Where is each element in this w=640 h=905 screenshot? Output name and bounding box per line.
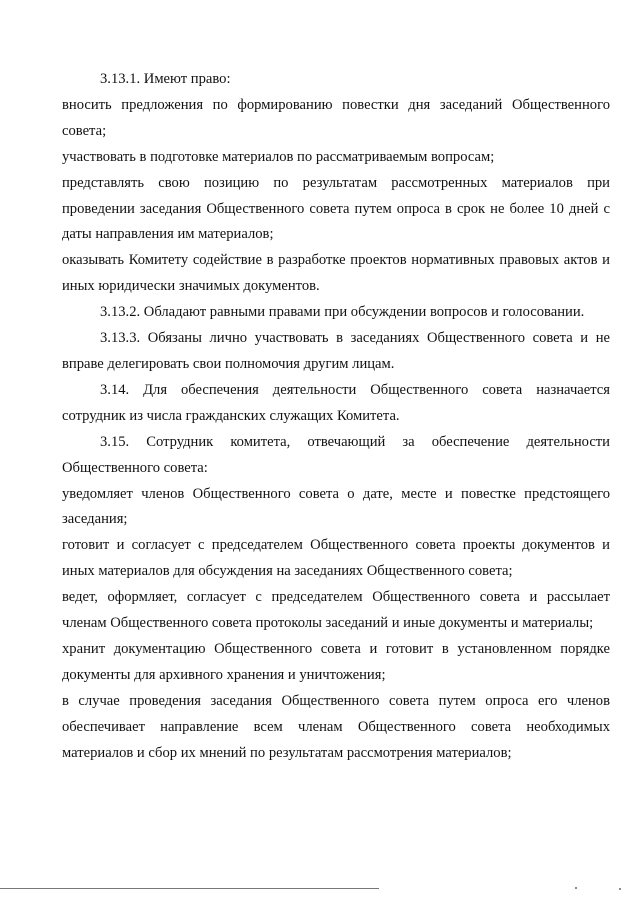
list-item-assist-committee: оказывать Комитету содействие в разработке проектов нормативных правовых актов и иных юридически значимых документов. bbox=[62, 252, 610, 295]
list-item-prepare-documents: готовит и согласует с председателем Общественного совета проекты документов и иных материалов для обсуждения на заседаниях Общественного совета; bbox=[62, 537, 610, 580]
paragraph-3-13-3: 3.13.3. Обязаны лично участвовать в заседаниях Общественного совета и не вправе делегировать свои полномочия другим лицам. bbox=[62, 330, 610, 372]
paragraph-3-13-1: 3.13.1. Имеют право: bbox=[100, 71, 231, 87]
list-item-survey-members: в случае проведения заседания Общественного совета путем опроса его членов обеспечивает направление всем членам Общественного совета необходимых материалов и сбор их мнений по результатам рассмотрения материалов; bbox=[62, 692, 610, 761]
document-body bbox=[62, 67, 610, 766]
list-item-present-position: представлять свою позицию по результатам рассмотренных материалов при проведении заседания Общественного совета путем опроса в срок не более 10 дней с даты направления им материалов; bbox=[62, 174, 610, 243]
paragraph-3-15: 3.15. Сотрудник комитета, отвечающий за обеспечение деятельности Общественного совета: bbox=[62, 433, 610, 476]
list-item-propose-agenda: вносить предложения по формированию повестки дня заседаний Общественного совета; bbox=[62, 96, 610, 139]
scan-speck bbox=[619, 888, 621, 890]
scan-speck bbox=[575, 887, 577, 889]
list-item-keep-minutes: ведет, оформляет, согласует с председателем Общественного совета и рассылает членам Общественного совета протоколы заседаний и иные документы и материалы; bbox=[62, 589, 610, 632]
paragraph-3-14: 3.14. Для обеспечения деятельности Общественного совета назначается сотрудник из числа гражданских служащих Комитета. bbox=[62, 381, 610, 424]
list-item-store-documentation: хранит документацию Общественного совета и готовит в установленном порядке документы для архивного хранения и уничтожения; bbox=[62, 640, 610, 683]
scan-edge-line bbox=[0, 888, 379, 889]
list-item-notify-members: уведомляет членов Общественного совета о дате, месте и повестке предстоящего заседания; bbox=[62, 485, 610, 528]
paragraph-3-13-2: 3.13.2. Обладают равными правами при обсуждении вопросов и голосовании. bbox=[100, 304, 585, 321]
list-item-prepare-materials: участвовать в подготовке материалов по рассматриваемым вопросам; bbox=[62, 148, 495, 165]
